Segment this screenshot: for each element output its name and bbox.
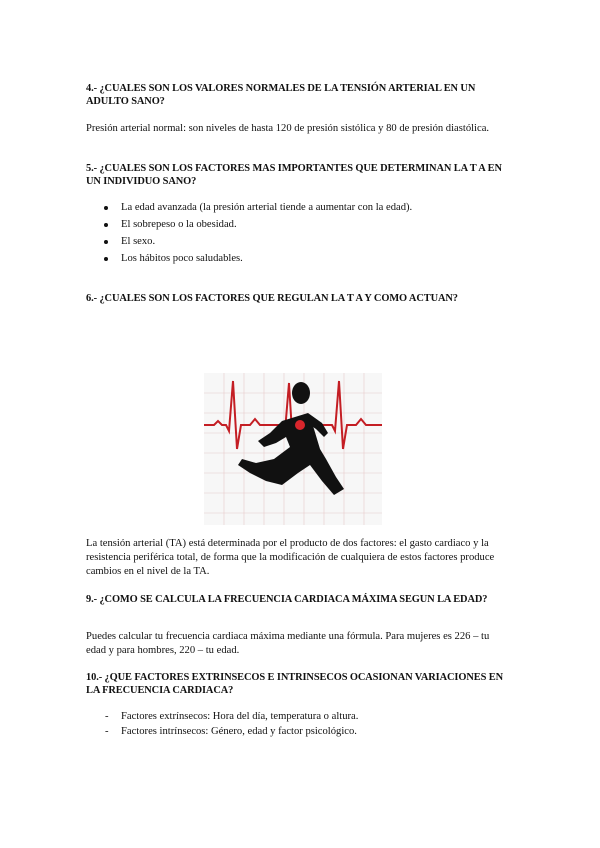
list-item: Los hábitos poco saludables.: [86, 250, 412, 267]
answer-4-paragraph: Presión arterial normal: son niveles de hasta 120 de presión sistólica y 80 de presión diastólica.: [86, 123, 490, 134]
bullet-icon: [104, 257, 108, 261]
bullet-icon: [104, 223, 108, 227]
bullet-icon: [104, 240, 108, 244]
list-item: - Factores intrínsecos: Género, edad y factor psicológico.: [105, 726, 357, 737]
heart-icon: [295, 420, 305, 430]
list-item: La edad avanzada (la presión arterial tiende a aumentar con la edad).: [86, 199, 412, 216]
extrinsic-intrinsic-list: [86, 709, 358, 739]
question-4-heading: 4.- ¿CUALES SON LOS VALORES NORMALES DE LA TENSIÓN ARTERIAL EN UN ADULTO SANO?: [86, 83, 476, 107]
factors-list: [86, 199, 412, 267]
question-5-heading: 5.- ¿CUALES SON LOS FACTORES MAS IMPORTANTES QUE DETERMINAN LA T A EN UN INDIVIDUO SANO?: [86, 163, 502, 187]
ecg-runner-illustration: [204, 373, 382, 525]
list-item: - Factores extrínsecos: Hora del día, temperatura o altura.: [105, 711, 359, 722]
dash-icon: -: [105, 726, 109, 737]
list-item: El sexo.: [86, 233, 412, 250]
answer-6-paragraph: La tensión arterial (TA) está determinada por el producto de dos factores: el gasto cardiaco y la resistencia periférica total, de forma que la modificación de cualquiera de estos factores produce cambios en el nivel de la TA.: [86, 538, 495, 577]
dash-icon: -: [105, 711, 109, 722]
question-6-heading: 6.- ¿CUALES SON LOS FACTORES QUE REGULAN LA T A Y COMO ACTUAN?: [86, 293, 458, 304]
question-10-heading: 10.- ¿QUE FACTORES EXTRINSECOS E INTRINSECOS OCASIONAN VARIACIONES EN LA FRECUENCIA CARDIACA?: [86, 672, 503, 696]
ecg-runner-image: [204, 373, 382, 525]
bullet-icon: [104, 206, 108, 210]
list-item: El sobrepeso o la obesidad.: [86, 216, 412, 233]
answer-9-paragraph: Puedes calcular tu frecuencia cardiaca máxima mediante una fórmula. Para mujeres es 226 – tu edad y para hombres, 220 – tu edad.: [86, 631, 490, 656]
question-9-heading: 9.- ¿COMO SE CALCULA LA FRECUENCIA CARDIACA MÁXIMA SEGUN LA EDAD?: [86, 594, 488, 605]
